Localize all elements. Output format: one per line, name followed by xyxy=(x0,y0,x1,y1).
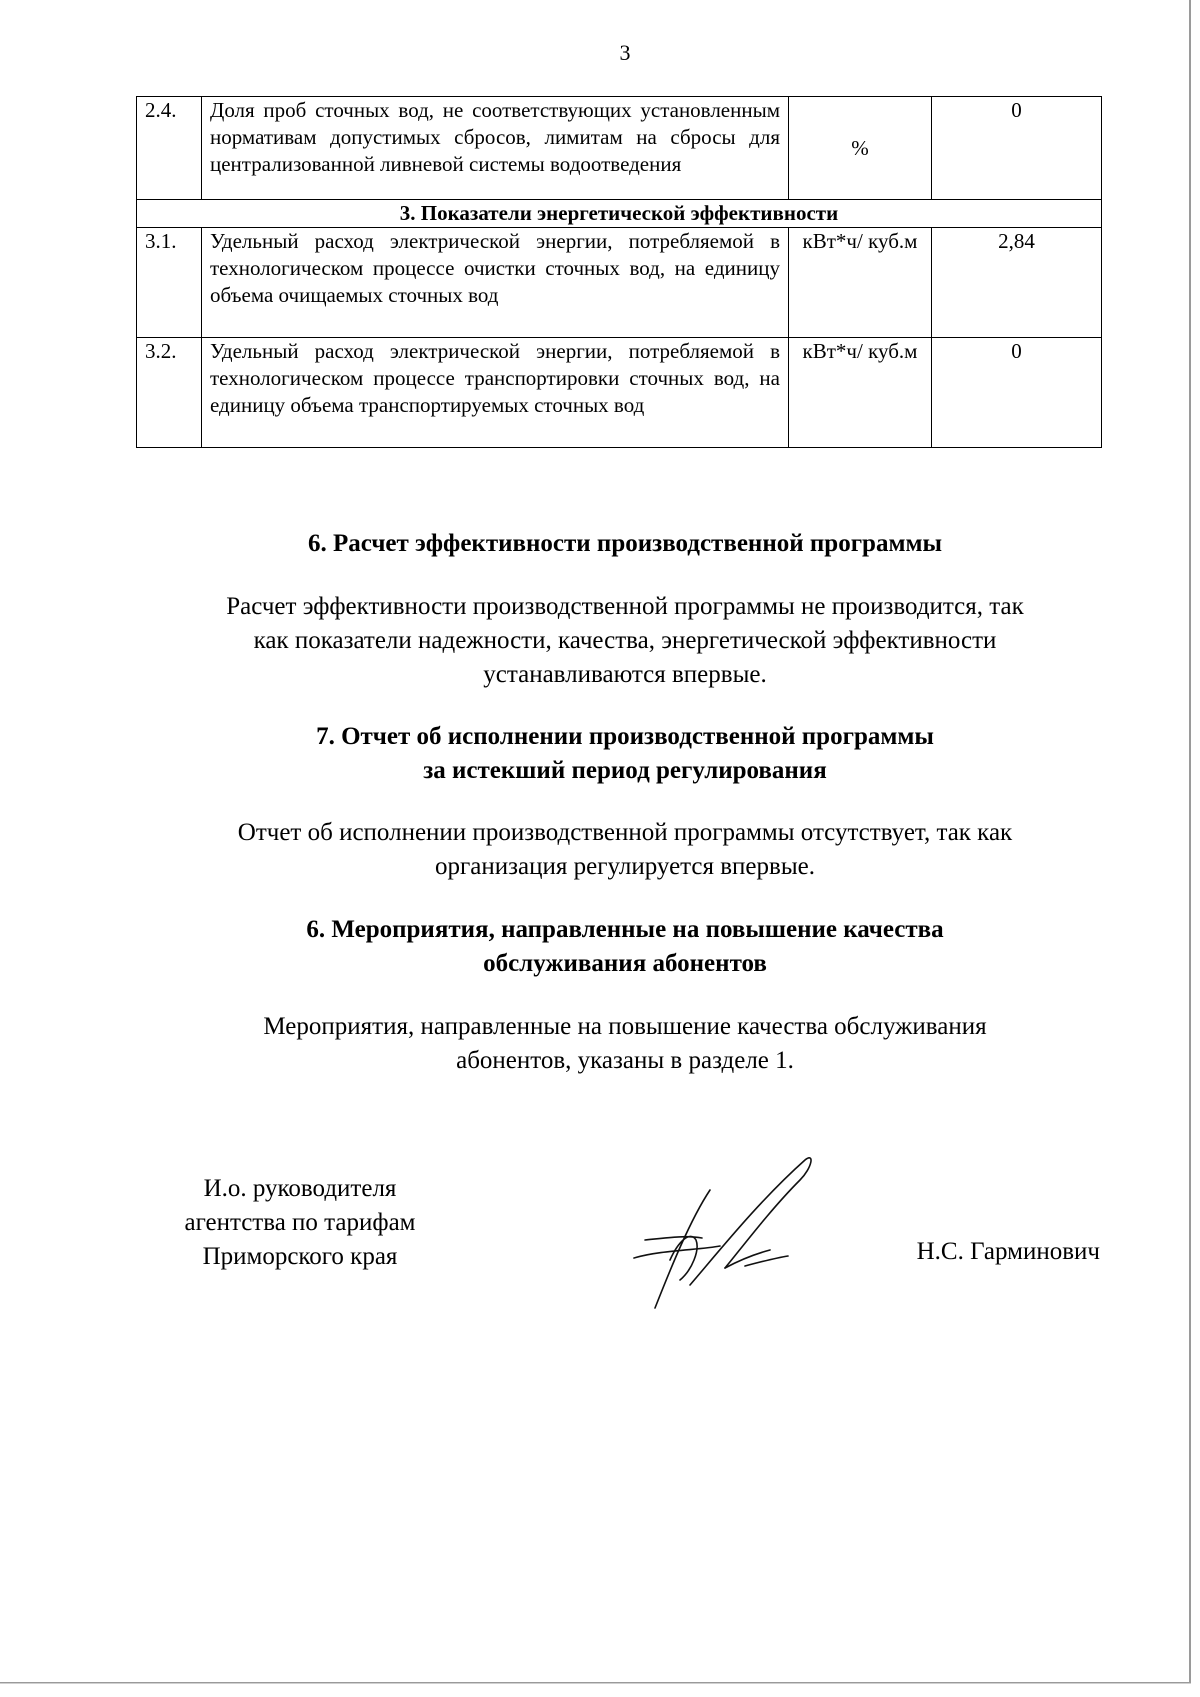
section-6-text xyxy=(160,590,1090,692)
text-line: организация регулируется впервые. xyxy=(435,853,815,880)
section-7-heading xyxy=(160,720,1090,788)
section-title: 3. Показатели энергетической эффективности xyxy=(137,200,1102,228)
handwritten-signature xyxy=(630,1150,820,1310)
section-row xyxy=(137,200,1102,228)
text-line: Мероприятия, направленные на повышение качества обслуживания xyxy=(263,1013,987,1040)
heading-line: за истекший период регулирования xyxy=(423,757,827,784)
heading-line: 7. Отчет об исполнении производственной программы xyxy=(316,723,934,750)
page-number: 3 xyxy=(619,40,631,65)
text-line: Приморского края xyxy=(202,1243,398,1270)
text-line: Расчет эффективности производственной программы не производится, так xyxy=(226,593,1024,620)
row-description: Удельный расход электрической энергии, потребляемой в технологическом процессе транспортировки сточных вод, на единицу объема транспортируемых сточных вод xyxy=(202,338,789,448)
table-row xyxy=(137,228,1102,338)
row-number: 3.1. xyxy=(137,228,202,338)
row-number: 3.2. xyxy=(137,338,202,448)
row-unit: кВт*ч/ куб.м xyxy=(789,338,932,448)
text-line: абонентов, указаны в разделе 1. xyxy=(456,1047,794,1074)
text-line: агентства по тарифам xyxy=(184,1209,416,1236)
text-line: Отчет об исполнении производственной программы отсутствует, так как xyxy=(237,819,1013,846)
text-line: как показатели надежности, качества, энергетической эффективности xyxy=(253,627,997,654)
page-edge-line xyxy=(0,1683,1191,1684)
section-6b-text xyxy=(160,1010,1090,1078)
row-description: Доля проб сточных вод, не соответствующих установленным нормативам допустимых сбросов, лимитам на сбросы для централизованной ливневой системы водоотведения xyxy=(202,97,789,200)
signatory-name: Н.С. Гарминович xyxy=(916,1238,1100,1265)
table-row xyxy=(137,97,1102,200)
row-description: Удельный расход электрической энергии, потребляемой в технологическом процессе очистки сточных вод, на единицу объема очищаемых сточных вод xyxy=(202,228,789,338)
text-line: устанавливаются впервые. xyxy=(483,661,767,688)
row-number: 2.4. xyxy=(137,97,202,200)
section-7-text xyxy=(160,816,1090,884)
row-unit: % xyxy=(789,97,932,200)
row-unit: кВт*ч/ куб.м xyxy=(789,228,932,338)
signatory-position xyxy=(150,1172,450,1274)
table-row xyxy=(137,338,1102,448)
row-value: 0 xyxy=(932,338,1102,448)
section-6-heading: 6. Расчет эффективности производственной программы xyxy=(307,530,943,557)
heading-line: 6. Мероприятия, направленные на повышение качества xyxy=(306,916,944,943)
heading-line: обслуживания абонентов xyxy=(483,950,767,977)
section-6b-heading xyxy=(160,913,1090,981)
row-value: 2,84 xyxy=(932,228,1102,338)
text-line: И.о. руководителя xyxy=(203,1175,397,1202)
row-value: 0 xyxy=(932,97,1102,200)
indicators-table xyxy=(136,96,1102,448)
